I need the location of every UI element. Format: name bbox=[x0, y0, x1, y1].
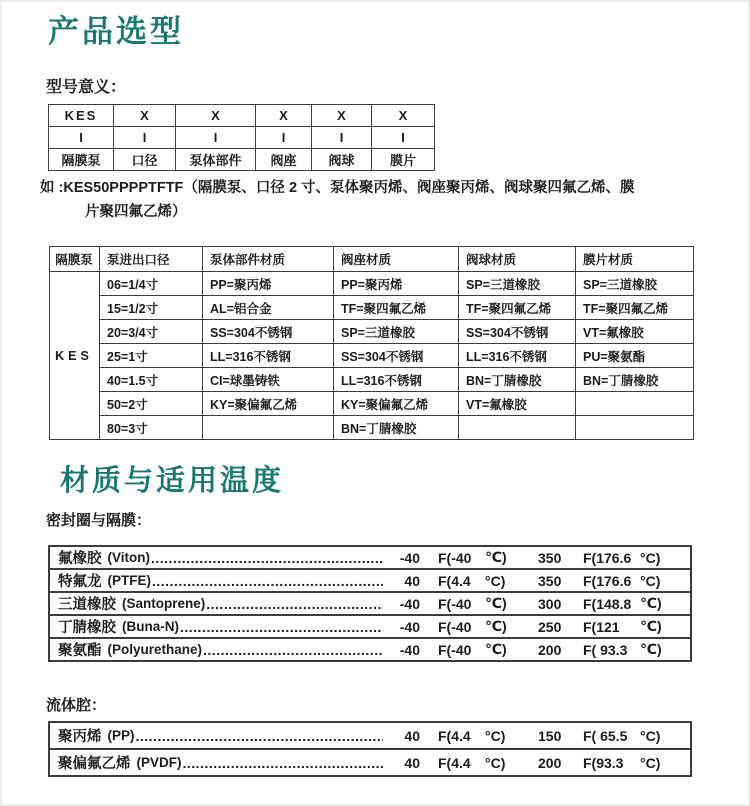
table-cell: LL=316不锈钢 bbox=[203, 344, 334, 368]
min-temp-c: F(-40 bbox=[438, 549, 472, 566]
max-temp-f: 150 bbox=[538, 727, 562, 744]
selection-header-cell: 膜片材质 bbox=[576, 247, 694, 272]
table-cell: BN=丁腈橡胶 bbox=[576, 368, 694, 392]
seal-diaphragm-label: 密封圈与隔膜： bbox=[46, 512, 152, 529]
material-name: 特氟龙 bbox=[58, 574, 102, 590]
example-text-line2: 片聚四氟乙烯） bbox=[85, 204, 187, 220]
dot-leader bbox=[180, 619, 383, 635]
max-temp-c: F(121 bbox=[583, 618, 620, 635]
dot-leader bbox=[206, 596, 383, 612]
min-temp-f: -40 bbox=[399, 549, 420, 566]
table-cell: VT=氟橡胶 bbox=[459, 392, 576, 416]
max-temp-unit: ℃) bbox=[640, 641, 662, 657]
table-cell: KY=聚偏氟乙烯 bbox=[203, 392, 334, 416]
table-cell: CI=球墨铸铁 bbox=[203, 368, 334, 392]
model-code-cell: X bbox=[372, 105, 435, 127]
min-temp-unit: °C) bbox=[485, 572, 506, 589]
table-cell: TF=聚四氟乙烯 bbox=[576, 296, 694, 320]
min-temp-unit: ℃) bbox=[485, 618, 507, 634]
min-temp-f: 40 bbox=[404, 727, 420, 744]
model-label-row bbox=[49, 149, 435, 171]
max-temp-f: 300 bbox=[538, 595, 562, 612]
page-title: 产品选型 bbox=[48, 14, 184, 49]
max-temp-f: 250 bbox=[538, 618, 562, 635]
min-temp-c: F(-40 bbox=[438, 618, 472, 635]
table-row bbox=[50, 392, 694, 416]
table-cell: BN=丁腈橡胶 bbox=[334, 416, 459, 440]
seal-temperature-table bbox=[48, 545, 692, 662]
min-temp-unit: ℃) bbox=[485, 641, 507, 657]
dot-leader bbox=[152, 573, 383, 589]
min-temp-f: -40 bbox=[399, 595, 420, 612]
table-cell bbox=[459, 416, 576, 440]
model-pipe-cell: I bbox=[312, 127, 372, 149]
table-cell: AL=铝合金 bbox=[203, 296, 334, 320]
material-row bbox=[50, 547, 690, 570]
selection-table bbox=[49, 246, 694, 440]
material-name: 聚氨酯 bbox=[58, 643, 102, 659]
material-english-name: (PVDF) bbox=[136, 755, 182, 770]
material-name: 氟橡胶 bbox=[58, 551, 102, 567]
model-label-cell: 口径 bbox=[114, 149, 176, 171]
material-name: 聚丙烯 bbox=[58, 729, 102, 745]
model-pipe-cell: I bbox=[49, 127, 114, 149]
model-code-cell: X bbox=[176, 105, 256, 127]
table-cell: 20=3/4寸 bbox=[100, 320, 203, 344]
min-temp-c: F(-40 bbox=[438, 595, 472, 612]
table-cell: 40=1.5寸 bbox=[100, 368, 203, 392]
section-title-materials: 材质与适用温度 bbox=[60, 465, 285, 497]
material-row bbox=[50, 723, 690, 750]
table-cell: LL=316不锈钢 bbox=[459, 344, 576, 368]
table-cell: PP=聚丙烯 bbox=[334, 272, 459, 296]
model-code-cell: X bbox=[256, 105, 312, 127]
material-row bbox=[50, 639, 690, 660]
min-temp-f: 40 bbox=[404, 754, 420, 771]
table-row bbox=[50, 320, 694, 344]
fluid-temperature-table bbox=[48, 721, 692, 777]
table-cell bbox=[576, 416, 694, 440]
max-temp-c: F(148.8 bbox=[583, 595, 632, 612]
model-code-row bbox=[49, 105, 435, 127]
dot-leader bbox=[203, 642, 383, 658]
material-english-name: (Viton) bbox=[107, 550, 150, 565]
max-temp-unit: °C) bbox=[640, 727, 661, 744]
model-code-cell: KES bbox=[49, 105, 114, 127]
material-name: 丁腈橡胶 bbox=[58, 620, 116, 636]
table-cell: SS=304不锈钢 bbox=[334, 344, 459, 368]
table-row bbox=[50, 416, 694, 440]
max-temp-f: 350 bbox=[538, 572, 562, 589]
selection-header-cell: 隔膜泵 bbox=[50, 247, 100, 272]
fluid-chamber-label: 流体腔： bbox=[46, 697, 107, 714]
table-row bbox=[50, 296, 694, 320]
max-temp-unit: °C) bbox=[640, 754, 661, 771]
material-row bbox=[50, 616, 690, 639]
material-english-name: (Buna-N) bbox=[122, 619, 179, 634]
max-temp-c: F(176.6 bbox=[583, 572, 632, 589]
min-temp-f: -40 bbox=[399, 618, 420, 635]
table-cell: KY=聚偏氟乙烯 bbox=[334, 392, 459, 416]
min-temp-c: F(4.4 bbox=[438, 754, 471, 771]
min-temp-c: F(4.4 bbox=[438, 727, 471, 744]
model-label-cell: 阀球 bbox=[312, 149, 372, 171]
table-cell: BN=丁腈橡胶 bbox=[459, 368, 576, 392]
table-cell: VT=氟橡胶 bbox=[576, 320, 694, 344]
model-label-cell: 泵体部件 bbox=[176, 149, 256, 171]
min-temp-f: -40 bbox=[399, 641, 420, 658]
min-temp-unit: ℃) bbox=[485, 595, 507, 611]
max-temp-unit: ℃) bbox=[640, 618, 662, 634]
model-pipe-cell: I bbox=[256, 127, 312, 149]
max-temp-f: 200 bbox=[538, 641, 562, 658]
material-row bbox=[50, 570, 690, 593]
material-english-name: (PTFE) bbox=[107, 573, 151, 588]
table-cell: SS=304不锈钢 bbox=[203, 320, 334, 344]
model-pipe-cell: I bbox=[114, 127, 176, 149]
material-name: 聚偏氟乙烯 bbox=[58, 756, 131, 772]
max-temp-c: F( 65.5 bbox=[583, 727, 628, 744]
model-code-cell: X bbox=[312, 105, 372, 127]
max-temp-c: F( 93.3 bbox=[583, 641, 628, 658]
table-cell bbox=[576, 392, 694, 416]
table-cell: TF=聚四氟乙烯 bbox=[334, 296, 459, 320]
max-temp-f: 350 bbox=[538, 549, 562, 566]
model-pipe-row bbox=[49, 127, 435, 149]
max-temp-unit: °C) bbox=[640, 549, 661, 566]
table-cell: SS=304不锈钢 bbox=[459, 320, 576, 344]
min-temp-unit: °C) bbox=[485, 727, 506, 744]
max-temp-unit: °C) bbox=[640, 572, 661, 589]
model-code-table bbox=[48, 104, 435, 171]
material-english-name: (Santoprene) bbox=[122, 596, 206, 611]
table-cell: SP=三道橡胶 bbox=[459, 272, 576, 296]
model-label-cell: 膜片 bbox=[372, 149, 435, 171]
table-cell: PP=聚丙烯 bbox=[203, 272, 334, 296]
table-cell: 25=1寸 bbox=[100, 344, 203, 368]
min-temp-f: 40 bbox=[404, 572, 420, 589]
dot-leader bbox=[136, 728, 384, 744]
model-code-cell: X bbox=[114, 105, 176, 127]
min-temp-c: F(-40 bbox=[438, 641, 472, 658]
selection-header-row bbox=[50, 247, 694, 272]
table-cell: SP=三道橡胶 bbox=[334, 320, 459, 344]
material-english-name: (PP) bbox=[107, 728, 135, 743]
material-row bbox=[50, 750, 690, 775]
selection-header-cell: 阀座材质 bbox=[334, 247, 459, 272]
material-name: 三道橡胶 bbox=[58, 597, 116, 613]
max-temp-unit: ℃) bbox=[640, 595, 662, 611]
table-row bbox=[50, 344, 694, 368]
material-row bbox=[50, 593, 690, 616]
model-label-cell: 隔膜泵 bbox=[49, 149, 114, 171]
table-cell: 06=1/4寸 bbox=[100, 272, 203, 296]
table-cell bbox=[203, 416, 334, 440]
model-pipe-cell: I bbox=[372, 127, 435, 149]
max-temp-c: F(176.6 bbox=[583, 549, 632, 566]
min-temp-unit: ℃) bbox=[485, 549, 507, 565]
table-row bbox=[50, 272, 694, 296]
material-english-name: (Polyurethane) bbox=[107, 642, 203, 657]
example-text-line1: 如 :KES50PPPPTFTF（隔膜泵、口径 2 寸、泵体聚丙烯、阀座聚丙烯、阀球聚四氟乙烯、膜 bbox=[40, 180, 635, 196]
table-cell: SP=三道橡胶 bbox=[576, 272, 694, 296]
selection-header-cell: 阀球材质 bbox=[459, 247, 576, 272]
table-cell: PU=聚氨酯 bbox=[576, 344, 694, 368]
selection-header-cell: 泵进出口径 bbox=[100, 247, 203, 272]
model-meaning-label: 型号意义： bbox=[46, 79, 127, 96]
max-temp-f: 200 bbox=[538, 754, 562, 771]
model-pipe-cell: I bbox=[176, 127, 256, 149]
table-cell: 15=1/2寸 bbox=[100, 296, 203, 320]
min-temp-c: F(4.4 bbox=[438, 572, 471, 589]
dot-leader bbox=[183, 755, 384, 771]
table-cell: LL=316不锈钢 bbox=[334, 368, 459, 392]
pump-code-cell: KES bbox=[50, 272, 100, 440]
model-label-cell: 阀座 bbox=[256, 149, 312, 171]
table-cell: 80=3寸 bbox=[100, 416, 203, 440]
selection-header-cell: 泵体部件材质 bbox=[203, 247, 334, 272]
table-cell: 50=2寸 bbox=[100, 392, 203, 416]
table-row bbox=[50, 368, 694, 392]
max-temp-c: F(93.3 bbox=[583, 754, 624, 771]
dot-leader bbox=[151, 550, 383, 566]
table-cell: TF=聚四氟乙烯 bbox=[459, 296, 576, 320]
min-temp-unit: °C) bbox=[485, 754, 506, 771]
